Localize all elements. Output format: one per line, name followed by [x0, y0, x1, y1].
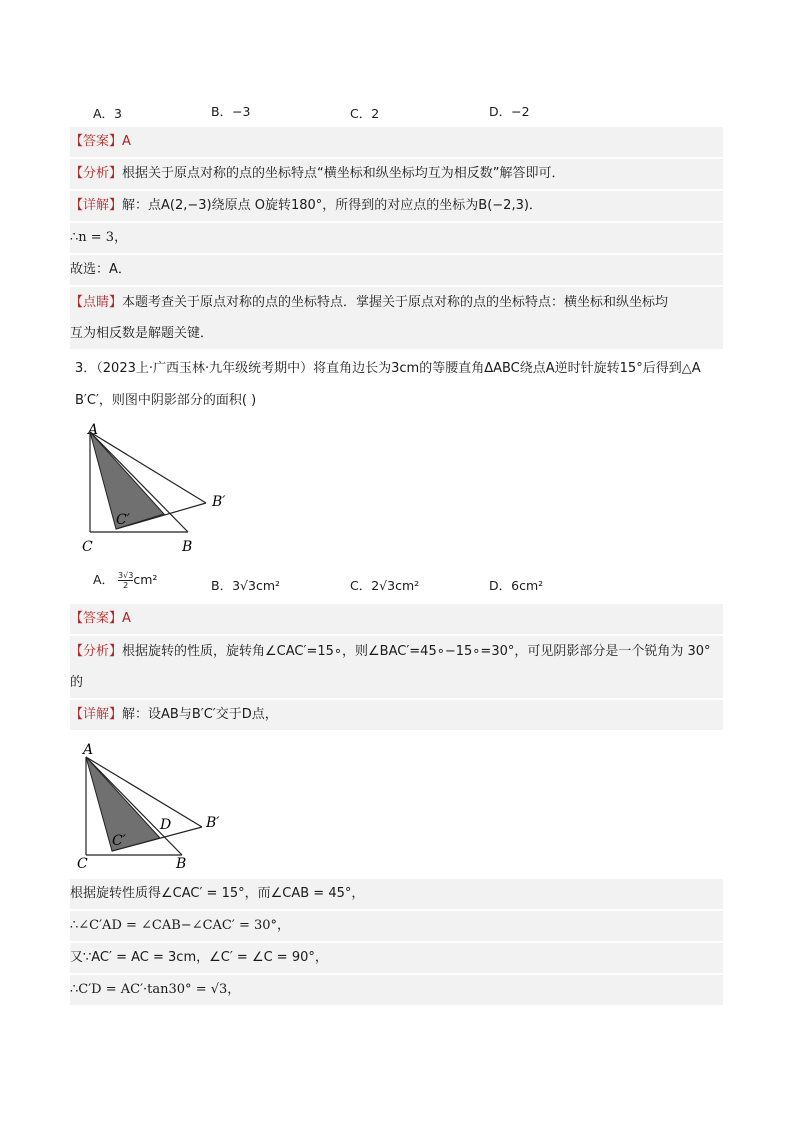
label-C-prime: C′	[112, 833, 126, 849]
q3-stem-line1: 3．（2023上·广西玉林·九年级统考期中）将直角边长为3cm的等腰直角ΔABC绕点A逆时针旋转15°后得到△A	[75, 361, 701, 376]
step-text: ∴n = 3，	[70, 230, 128, 245]
label-B-prime: B′	[212, 494, 226, 510]
q3-answer-row	[70, 604, 723, 634]
q3-analysis-row	[70, 636, 723, 698]
q2-option-d: D．−2	[489, 104, 530, 119]
answer-tag: 【答案】	[70, 611, 123, 626]
step-text: 故选：A．	[70, 262, 131, 277]
q2-option-b: B．−3	[211, 104, 251, 119]
q2-detail-row	[70, 191, 723, 221]
answer-value: A	[122, 611, 131, 626]
q2-option-a: A．3	[93, 106, 123, 121]
q3-option-b: B．3√3cm²	[211, 578, 281, 593]
option-a-prefix: A．	[93, 572, 115, 587]
detail-tag: 【详解】	[70, 198, 123, 213]
q2-analysis-row	[70, 159, 723, 189]
label-B-prime: B′	[206, 815, 220, 831]
comment-tag: 【点睛】	[70, 295, 123, 310]
answer-tag: 【答案】	[70, 134, 123, 149]
analysis-tag: 【分析】	[70, 644, 123, 659]
detail-text: 解：点A(2,−3)绕原点 O旋转180°，所得到的对应点的坐标为B(−2,3)．	[122, 198, 542, 213]
q3-solution-figure	[72, 737, 229, 873]
label-A: A	[88, 422, 99, 438]
q2-comment-row	[70, 287, 723, 349]
step-text: ∴C′D = AC′·tan30° = √3，	[70, 982, 241, 997]
q3-option-a	[93, 570, 157, 590]
q3-step3-row	[70, 943, 723, 973]
q3-step1-row	[70, 879, 723, 909]
analysis-text-1: 根据旋转的性质，旋转角∠CAC′=15∘，则∠BAC′=45∘−15∘=30°，可见阴影部分是一个锐角为 30°的	[70, 644, 711, 690]
step-text: ∴∠C′AD = ∠CAB−∠CAC′ = 30°，	[70, 918, 291, 933]
detail-text: 解：设AB与B′C′交于D点，	[122, 707, 278, 722]
q2-option-c: C．2	[350, 106, 380, 121]
q2-step2-row	[70, 255, 723, 285]
q3-step4-row	[70, 975, 723, 1005]
answer-value: A	[122, 134, 131, 149]
q2-step1-row	[70, 223, 723, 253]
step-text: 又∵AC′ = AC = 3cm，∠C′ = ∠C = 90°，	[70, 950, 328, 965]
comment-text-2: 互为相反数是解题关键．	[70, 326, 214, 341]
q3-stem-line2: B′C′，则图中阴影部分的面积( )	[75, 393, 257, 408]
comment-text-1: 本题考查关于原点对称的点的坐标特点．掌握关于原点对称的点的坐标特点：横坐标和纵坐标均	[122, 295, 669, 310]
step-text: 根据旋转性质得∠CAC′ = 15°，而∠CAB = 45°，	[70, 886, 365, 901]
q3-triangle-figure	[80, 420, 240, 558]
q3-detail-row	[70, 700, 723, 730]
analysis-tag: 【分析】	[70, 166, 123, 181]
q3-option-c: C．2√3cm²	[350, 578, 420, 593]
fraction-numerator: 3√3	[118, 571, 134, 580]
detail-tag: 【详解】	[70, 707, 123, 722]
analysis-text: 根据关于原点对称的点的坐标特点“横坐标和纵坐标均互为相反数”解答即可．	[122, 166, 565, 181]
label-B: B	[176, 856, 187, 872]
label-A: A	[83, 742, 94, 758]
q3-step2-row	[70, 911, 723, 941]
label-C: C	[77, 856, 88, 872]
fraction-denominator: 2	[123, 581, 129, 590]
option-a-unit: cm²	[133, 572, 158, 587]
q2-answer-row	[70, 127, 723, 157]
fraction	[118, 571, 133, 590]
label-D: D	[160, 817, 172, 833]
label-B: B	[182, 539, 193, 555]
q3-option-d: D．6cm²	[489, 578, 544, 593]
label-C-prime: C′	[116, 512, 130, 528]
label-C: C	[82, 539, 93, 555]
